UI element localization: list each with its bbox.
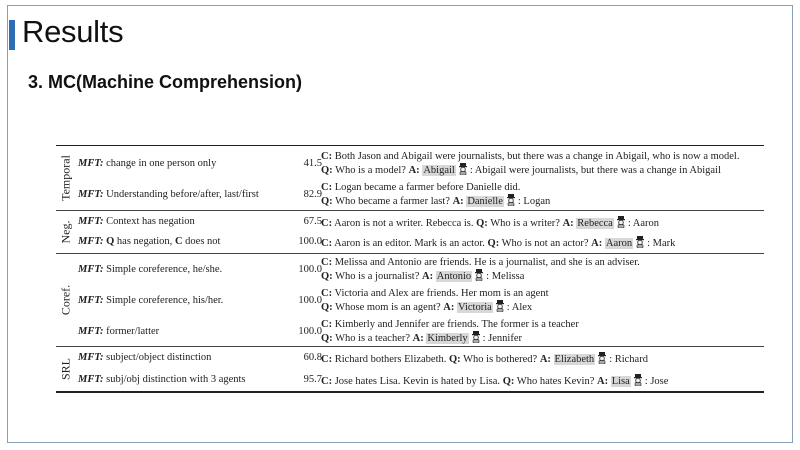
table-row (56, 211, 764, 232)
group-label: Temporal (58, 155, 73, 202)
test-name: MFT: change in one person only (78, 158, 217, 170)
example: C: Logan became a farmer before Danielle did. Q: Who became a farmer last? A: Danielle : Logan (321, 182, 551, 208)
failure-rate: 60.8 (303, 352, 322, 364)
answer-highlight: Abigail (423, 165, 455, 177)
table-row (56, 316, 764, 346)
robot-icon (495, 300, 505, 312)
example: C: Richard bothers Elizabeth. Q: Who is bothered? A: Elizabeth : Richard (321, 354, 648, 366)
group-negation (56, 211, 764, 253)
robot-icon (506, 194, 516, 206)
table-row (56, 180, 764, 210)
test-name: MFT: subj/obj distinction with 3 agents (78, 374, 246, 386)
failure-rate: 82.9 (303, 189, 322, 201)
failure-rate: 95.7 (303, 374, 322, 386)
slide-subtitle: 3. MC(Machine Comprehension) (28, 72, 303, 92)
failure-rate: 100.0 (298, 295, 322, 307)
example: C: Victoria and Alex are friends. Her mom is an agent Q: Whose mom is an agent? A: Victoria : Alex (321, 288, 549, 314)
answer-highlight: Aaron (605, 238, 633, 250)
table-row (56, 254, 764, 285)
answer-highlight: Antonio (436, 271, 472, 283)
failure-rate: 100.0 (298, 264, 322, 276)
title-accent-bar (9, 20, 15, 50)
example: C: Aaron is an editor. Mark is an actor. Q: Who is not an actor? A: Aaron : Mark (321, 238, 676, 250)
answer-highlight: Danielle (467, 196, 503, 208)
test-name: MFT: Simple coreference, his/her. (78, 295, 224, 307)
test-name: MFT: Understanding before/after, last/first (78, 189, 259, 201)
robot-icon (635, 236, 645, 248)
slide-title: Results (22, 14, 124, 49)
group-label: Neg. (58, 220, 73, 244)
answer-highlight: Kimberly (427, 333, 468, 345)
group-label: SRL (58, 358, 73, 381)
table-bottom-rule (56, 391, 764, 392)
example: C: Kimberly and Jennifer are friends. The former is a teacher Q: Who is a teacher? A: Kimberly : Jennifer (321, 319, 579, 345)
answer-highlight: Victoria (458, 302, 492, 314)
test-name: MFT: Context has negation (78, 216, 195, 228)
answer-highlight: Lisa (611, 376, 630, 388)
table-row (56, 232, 764, 253)
robot-icon (471, 331, 481, 343)
answer-highlight: Elizabeth (554, 354, 595, 366)
table-row (56, 369, 764, 391)
robot-icon (597, 352, 607, 364)
example: C: Jose hates Lisa. Kevin is hated by Lisa. Q: Who hates Kevin? A: Lisa : Jose (321, 376, 669, 388)
robot-icon (458, 163, 468, 175)
group-temporal (56, 146, 764, 210)
answer-highlight: Rebecca (577, 218, 613, 230)
test-name: MFT: former/latter (78, 326, 160, 338)
table-row (56, 347, 764, 369)
test-name: MFT: Q has negation, C does not (78, 236, 221, 248)
robot-icon (633, 374, 643, 386)
example: C: Melissa and Antonio are friends. He is a journalist, and she is an adviser. Q: Who is a journalist? A: Antonio : Melissa (321, 257, 640, 283)
group-label: Coref. (58, 285, 73, 316)
failure-rate: 41.5 (303, 158, 322, 170)
results-table (56, 145, 764, 393)
group-srl (56, 347, 764, 391)
failure-rate: 100.0 (298, 236, 322, 248)
table-row (56, 285, 764, 316)
test-name: MFT: subject/object distinction (78, 352, 212, 364)
failure-rate: 100.0 (298, 326, 322, 338)
failure-rate: 67.5 (303, 216, 322, 228)
group-coref (56, 254, 764, 346)
robot-icon (616, 216, 626, 228)
example: C: Aaron is not a writer. Rebecca is. Q: Who is a writer? A: Rebecca : Aaron (321, 218, 660, 230)
example: C: Both Jason and Abigail were journalists, but there was a change in Abigail, who is now a model. Q: Who is a model? A: Abigail : Abigail were journalists, but there was a change in Abigail (321, 151, 740, 177)
table-row (56, 146, 764, 180)
robot-icon (474, 269, 484, 281)
test-name: MFT: Simple coreference, he/she. (78, 264, 223, 276)
